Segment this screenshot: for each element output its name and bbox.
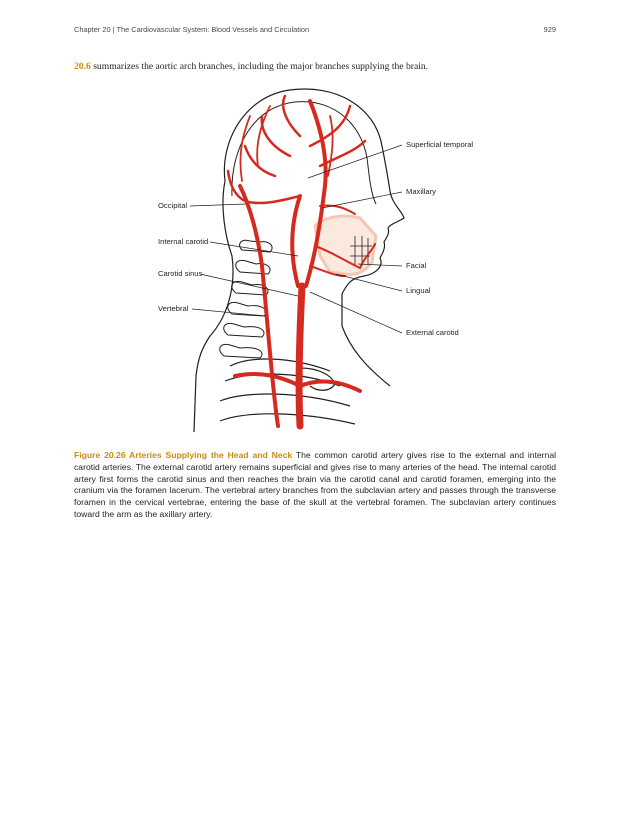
caption-title: Figure 20.26 Arteries Supplying the Head and Neck bbox=[74, 450, 293, 460]
intro-text: summarizes the aortic arch branches, including the major branches supplying the brain. bbox=[90, 61, 429, 72]
figure-reference-link[interactable]: 20.6 bbox=[74, 61, 91, 72]
anatomy-illustration bbox=[150, 86, 490, 432]
label-lingual: Lingual bbox=[406, 286, 431, 295]
internal-carotid-artery bbox=[292, 196, 300, 286]
label-superficial-temporal: Superficial temporal bbox=[406, 140, 474, 149]
page-number: 929 bbox=[543, 25, 556, 34]
label-external-carotid: External carotid bbox=[406, 328, 459, 337]
maxillary-branch bbox=[320, 205, 355, 214]
label-occipital: Occipital bbox=[158, 201, 188, 210]
label-carotid-sinus: Carotid sinus bbox=[158, 269, 203, 278]
page-header bbox=[74, 25, 556, 37]
label-internal-carotid: Internal carotid bbox=[158, 237, 209, 246]
intro-paragraph bbox=[74, 60, 556, 73]
jaw-bone bbox=[315, 216, 376, 274]
caption-text: The common carotid artery gives rise to the external and internal carotid arteries. The external carotid artery remains superficial and gives rise to many arteries of the head. The internal carotid artery first forms the carotid sinus and then reaches the brain via the carotid canal and carotid foramen, emerging into the cranium via the foramen lacerum. The vertebral artery branches from the subclavian artery and passes through the transverse foramen in the cervical vertebrae, entering the base of the skull at the vertebral foramen. The subclavian artery continues toward the arm as the axillary artery. bbox=[74, 450, 557, 519]
skull-outline bbox=[232, 102, 376, 204]
label-facial: Facial bbox=[406, 261, 427, 270]
label-maxillary: Maxillary bbox=[406, 187, 436, 196]
chapter-title: Chapter 20 | The Cardiovascular System: Blood Vessels and Circulation bbox=[74, 25, 310, 34]
common-carotid-artery bbox=[299, 286, 302, 426]
ribs-clavicle bbox=[220, 359, 355, 424]
label-vertebral: Vertebral bbox=[158, 304, 189, 313]
head-neck-arteries-figure bbox=[150, 86, 490, 432]
figure-caption bbox=[74, 450, 556, 521]
